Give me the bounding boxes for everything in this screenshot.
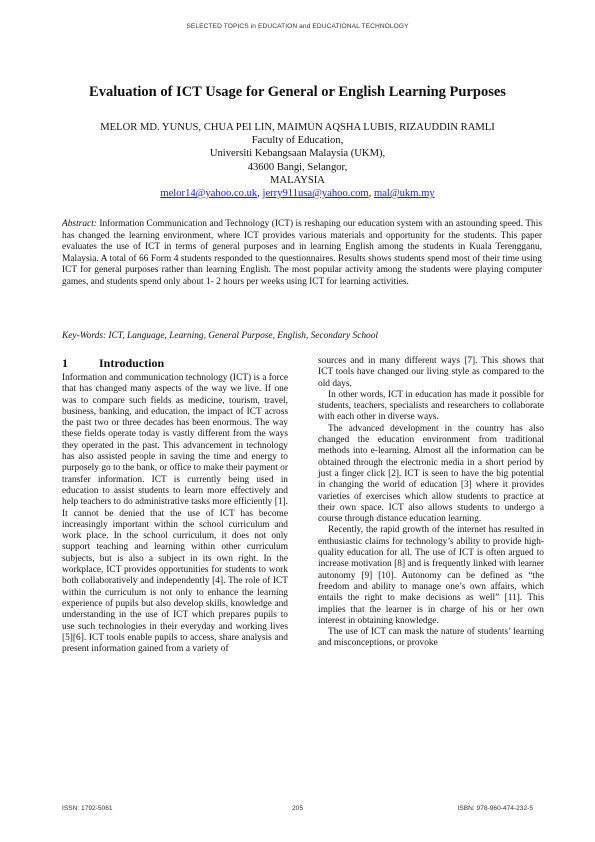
footer-isbn: ISBN: 978-960-474-232-5 [457, 805, 533, 812]
email-link-1[interactable]: melor14@yahoo.co.uk [160, 188, 258, 200]
running-head: SELECTED TOPICS in EDUCATION and EDUCATIONAL TECHNOLOGY [186, 23, 409, 30]
body-paragraph: Information and communication technology (ICT) is a force that has changed many aspects of the way we live. If one was to compare such fields as medicine, tourism, travel, business, banking, and education, the impact of ICT across the past two or three decades has been enormous. The way these fields operate today is vastly different from the ways they operated in the past. This advancement in technology has also assisted people in saving the time and energy to purposely go to the bank, or office to make their payment or transfer information. ICT is currently being used in education to assist students to learn more effectively and help teachers to do administrative tasks more efficiently [1]. It cannot be denied that the use of ICT has become increasingly important within the school curriculum and work place. In the school curriculum, it does not only support teaching and learning within other curriculum subjects, but is also a subject in its own right. In the workplace, ICT provides opportunities for students to work both collaboratively and independently [4]. The role of ICT within the curriculum is not only to enhance the learning experience of pupils but also develop skills, knowledge and understanding in the use of ICT which prepares pupils to use such technologies in their everyday and working lives [5][6]. ICT tools enable pupils to access, share analysis and present information gained from a variety of [62, 373, 288, 655]
section-heading [62, 356, 288, 371]
email-link-2[interactable]: jerry911usa@yahoo.com [262, 188, 369, 200]
email-line [40, 187, 555, 200]
right-column [318, 356, 544, 650]
keywords: Key-Words: ICT, Language, Learning, General Purpose, English, Secondary School [62, 331, 379, 341]
email-separator: , [257, 188, 263, 200]
body-paragraph: The advanced development in the country has also changed the education environment from traditional methods into e-learning. Almost all the information can be obtained through the electronic media in a short period by just a finger click [2]. ICT is seen to have the big potential in changing the world of education [3] where it provides varieties of exercises which allow students to practice at their own space. ICT also allows students to undergo a course through distance education learning. [318, 423, 544, 525]
abstract-label: Abstract: [62, 219, 97, 229]
section-number: 1 [62, 356, 68, 370]
author-list: MELOR MD. YUNUS, CHUA PEI LIN, MAIMUN AQSHA LUBIS, RIZAUDDIN RAMLI [100, 122, 495, 133]
abstract [62, 219, 542, 289]
left-column [62, 356, 288, 655]
country-line: MALAYSIA [270, 174, 325, 186]
body-paragraph: The use of ICT can mask the nature of students’ learning and misconceptions, or provoke [318, 627, 544, 649]
footer-page-number: 205 [291, 805, 303, 812]
faculty-line: Faculty of Education, [251, 135, 344, 147]
paper-title: Evaluation of ICT Usage for General or English Learning Purposes [89, 84, 506, 100]
body-paragraph: Recently, the rapid growth of the internet has resulted in enthusiastic claims for technology’s ability to provide high-quality education for all. The use of ICT is often argued to increase motivation [8] and is frequently linked with learner autonomy [9] [10]. Autonomy can be defined as “the freedom and ability to manage one’s own affairs, which entails the right to make decisions as well” [11]. This implies that the learner is in charge of his or her own interest in obtaining knowledge. [318, 525, 544, 626]
email-separator: , [368, 188, 374, 200]
address-line: 43600 Bangi, Selangor, [247, 161, 348, 173]
author-affiliation-block [40, 121, 555, 200]
abstract-text: Information Communication and Technology (ICT) is reshaping our education system with an astounding speed. This has changed the learning environment, where ICT provides various materials and opportunity for the students. This paper evaluates the use of ICT in terms of general purposes and in learning English among the students in Kuala Terengganu, Malaysia. A total of 66 Form 4 students responded to the questionnaires. Results shows students spend most of their time using ICT for general purposes rather than learning English. The most popular activity among the students were playing computer games, and students spend only about 1- 2 hours per weeks using ICT for learning activities. [62, 219, 542, 287]
body-paragraph: sources and in many different ways [7]. This shows that ICT tools have changed our living style as compared to the old days. [318, 356, 544, 389]
body-paragraph: In other words, ICT in education has made it possible for students, teachers, specialists and researchers to collaborate with each other in diverse ways. [318, 389, 544, 423]
university-line: Universiti Kebangsaan Malaysia (UKM), [209, 148, 386, 160]
section-title: Introduction [99, 356, 165, 370]
footer-issn: ISSN: 1792-5061 [62, 805, 113, 812]
email-link-3[interactable]: mal@ukm.my [373, 188, 435, 200]
